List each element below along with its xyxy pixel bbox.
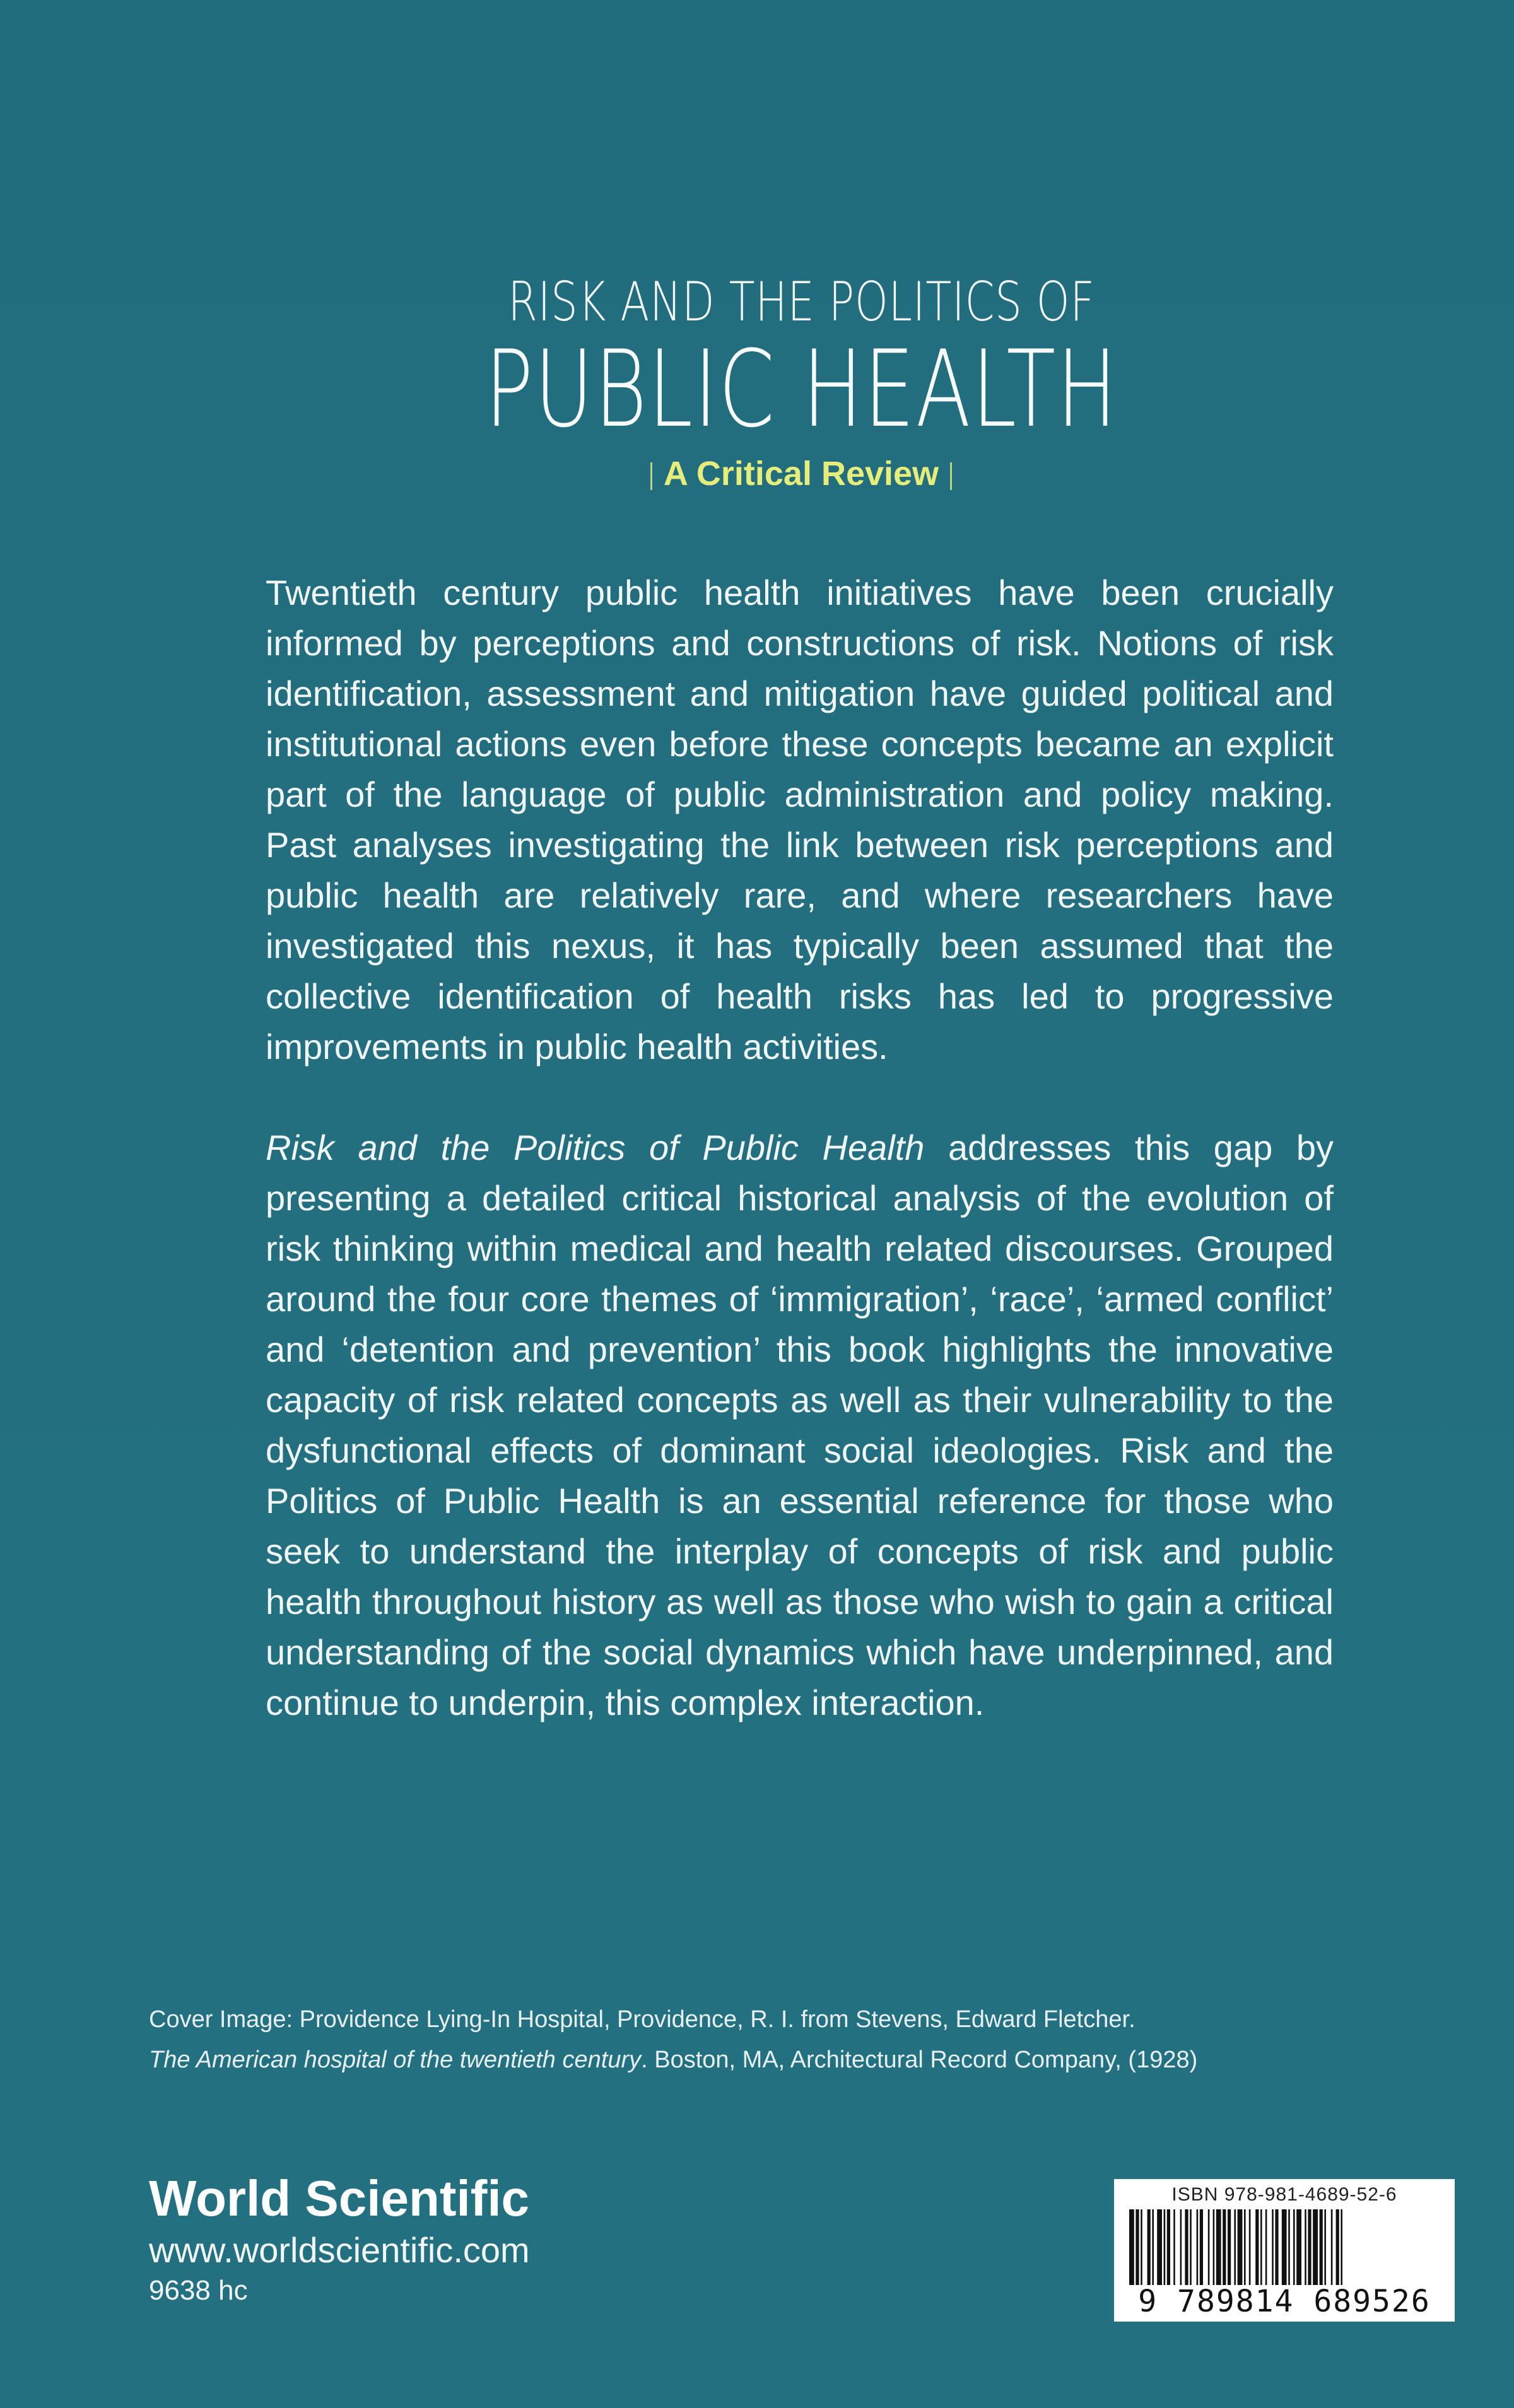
- title-line-2: PUBLIC HEALTH: [484, 327, 1118, 451]
- barcode-bar: [1238, 2209, 1243, 2285]
- barcode-bar: [1180, 2209, 1182, 2285]
- barcode-bar: [1244, 2209, 1246, 2285]
- subtitle: [0, 454, 1514, 493]
- barcode-bar: [1272, 2209, 1274, 2285]
- barcode-bar: [1265, 2209, 1267, 2285]
- subtitle-right-bar: [950, 462, 952, 490]
- barcode-bar: [1213, 2209, 1215, 2285]
- barcode-bar: [1341, 2209, 1342, 2285]
- title-line-1: RISK AND THE POLITICS OF: [507, 271, 1095, 334]
- barcode-bar: [1305, 2209, 1306, 2285]
- barcode-bar: [1275, 2209, 1278, 2285]
- credit-source-title: The American hospital of the twentieth century: [149, 2047, 642, 2073]
- barcode-bar: [1320, 2209, 1323, 2285]
- credit-line-2: [149, 2040, 1347, 2080]
- barcode-bar: [1197, 2209, 1199, 2285]
- barcode-bar: [1324, 2209, 1326, 2285]
- barcode-bar: [1296, 2209, 1301, 2285]
- barcode-bar: [1141, 2209, 1142, 2285]
- barcode-bar: [1288, 2209, 1290, 2285]
- barcode-bar: [1223, 2209, 1226, 2285]
- barcode-bar: [1147, 2209, 1151, 2285]
- description-paragraph-1: Twentieth century public health initiatives have been crucially informed by perceptions and constructions of risk. Notions of risk identification, assessment and mitigation have guided political and institutional actions even before these concepts became an explicit part of the language of public administration and policy making. Past analyses investigating the link between risk perceptions and public health are relatively rare, and where researchers have investigated this nexus, it has typically been assumed that the collective identification of health risks has led to progressive improvements in public health activities.: [266, 573, 1334, 1067]
- publisher-url: www.worldscientific.com: [149, 2230, 530, 2270]
- isbn-barcode: [1114, 2179, 1455, 2322]
- barcode-bar: [1167, 2209, 1170, 2285]
- publisher-name: World Scientific: [149, 2170, 530, 2226]
- barcode-bar: [1190, 2209, 1192, 2285]
- barcode-bar: [1313, 2209, 1318, 2285]
- barcode-bar: [1308, 2209, 1311, 2285]
- cover-image-credit: [149, 1999, 1347, 2080]
- barcode-bar: [1260, 2209, 1262, 2285]
- title-block: [0, 271, 1514, 451]
- barcode-bar: [1157, 2209, 1162, 2285]
- publisher-code: 9638 hc: [149, 2275, 248, 2306]
- barcode-bar: [1228, 2209, 1231, 2285]
- credit-line-1: Cover Image: Providence Lying-In Hospital, Providence, R. I. from Stevens, Edward Fletcher.: [149, 2006, 1136, 2033]
- credit-source-details: . Boston, MA, Architectural Record Company, (1928): [641, 2047, 1198, 2073]
- barcode-bar: [1208, 2209, 1210, 2285]
- description-paragraph-2: [266, 1123, 1334, 1728]
- barcode-bar: [1173, 2209, 1175, 2285]
- barcode-bar: [1200, 2209, 1203, 2285]
- subtitle-left-bar: [650, 462, 652, 490]
- barcode-bar: [1152, 2209, 1154, 2285]
- book-description: [266, 568, 1334, 1779]
- barcode-bar: [1234, 2209, 1236, 2285]
- description-paragraph-2-text: addresses this gap by presenting a detailed critical historical analysis of the evolution of risk thinking within medical and health related discourses. Grouped around the four core themes of ‘immigration’, ‘race’, ‘armed conflict’ and ‘detention and prevention’ this book highlights the innovative capacity of risk related concepts as well as their vulnerability to the dysfunctional effects of dominant social ideologies. Risk and the Politics of Public Health is an essential reference for those who seek to understand the interplay of concepts of risk and public health throughout history as well as those who wish to gain a critical understanding of the social dynamics which have underpinned, and continue to underpin, this complex interaction.: [266, 1128, 1334, 1722]
- publisher-block: [149, 2171, 530, 2306]
- barcode-bar: [1255, 2209, 1259, 2285]
- isbn-digits: 9 789814 689526: [1138, 2284, 1431, 2319]
- isbn-label: ISBN 978-981-4689-52-6: [1171, 2184, 1397, 2205]
- barcode-bar: [1164, 2209, 1166, 2285]
- barcode-bar: [1331, 2209, 1333, 2285]
- barcode-bar: [1293, 2209, 1295, 2285]
- barcode-bar: [1282, 2209, 1287, 2285]
- barcode-bar: [1129, 2209, 1134, 2285]
- barcode-bar: [1249, 2209, 1251, 2285]
- subtitle-text: A Critical Review: [663, 455, 939, 493]
- barcode-bar: [1136, 2209, 1139, 2285]
- barcode-bar: [1216, 2209, 1221, 2285]
- barcode-bars: [1129, 2209, 1440, 2285]
- barcode-bar: [1336, 2209, 1339, 2285]
- book-title-italic: Risk and the Politics of Public Health: [266, 1128, 925, 1167]
- barcode-bar: [1185, 2209, 1188, 2285]
